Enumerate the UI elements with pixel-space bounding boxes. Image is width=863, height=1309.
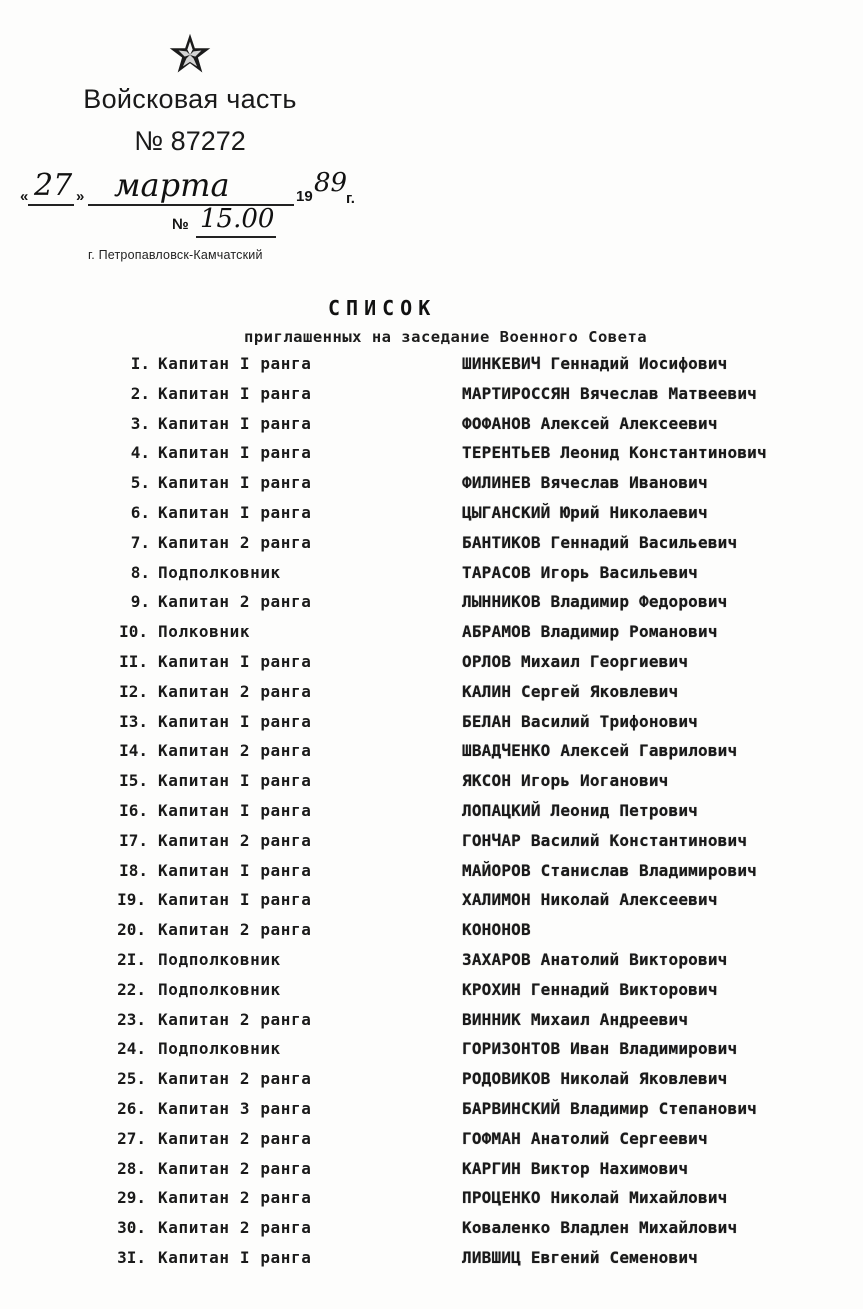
list-item [0,1039,863,1069]
list-item-rank: Капитан I ранга [158,473,312,493]
list-item [0,503,863,533]
list-item-name: Коваленко Владлен Михайлович [462,1218,738,1238]
list-item-number: 2I. [117,950,146,969]
list-item-name: ФИЛИНЕВ Вячеслав Иванович [462,473,708,493]
list-item-rank: Капитан 2 ранга [158,920,312,940]
doc-number: 15.00 [200,204,275,234]
list-item-name: КРОХИН Геннадий Викторович [462,979,718,999]
list-item-rank: Капитан I ранга [158,860,312,880]
star-icon [168,32,212,76]
list-item [0,1188,863,1218]
list-item [0,980,863,1010]
list-item [0,920,863,950]
list-item [0,592,863,622]
list-item-name: ЦЫГАНСКИЙ Юрий Николаевич [462,503,708,522]
doc-number-label: № [172,216,189,233]
date-month: марта [114,166,230,204]
list-item [0,1129,863,1159]
list-item-name: БАНТИКОВ Геннадий Васильевич [462,532,738,552]
list-item [0,354,863,384]
list-item-rank: Капитан 2 ранга [158,830,312,850]
list-item-name: ЛЫННИКОВ Владимир Федорович [462,592,728,612]
list-item-rank: Капитан 2 ранга [158,741,312,761]
list-item [0,831,863,861]
list-item-number: 28. [117,1158,146,1178]
list-item-number: 22. [117,979,146,999]
list-item-rank: Капитан 2 ранга [158,532,312,552]
list-item-rank: Подполковник [158,562,281,582]
list-item-rank: Капитан I ранга [158,1248,312,1267]
list-item [0,1069,863,1099]
list-item-rank: Капитан I ранга [158,890,312,910]
list-item [0,622,863,652]
list-item-rank: Подполковник [158,979,281,999]
list-item-rank: Капитан 2 ранга [158,1128,312,1148]
list-item-name: БЕЛАН Василий Трифонович [462,711,698,731]
list-item-number: 30. [117,1218,146,1238]
list-item-name: МАРТИРОССЯН Вячеслав Матвеевич [462,383,757,403]
list-item-rank: Капитан 2 ранга [158,681,312,701]
list-item-rank: Капитан I ранга [158,771,312,791]
list-item [0,1248,863,1278]
list-item-name: ВИННИК Михаил Андреевич [462,1009,689,1029]
list-item-name: БАРВИНСКИЙ Владимир Степанович [462,1099,757,1118]
list-item-number: 7. [130,532,150,552]
list-item-rank: Полковник [158,622,251,642]
list-item [0,473,863,503]
list-item [0,861,863,891]
list-item-name: МАЙОРОВ Станислав Владимирович [462,860,757,880]
list-item-number: 9. [130,592,150,612]
list-item-number: 3. [130,413,150,433]
list-item [0,414,863,444]
document-title: СПИСОК [328,296,437,320]
list-item-number: I6. [119,801,148,820]
city-label: г. Петропавловск-Камчатский [88,248,263,262]
list-item-name: ЯКСОН Игорь Иоганович [462,771,669,791]
list-item [0,682,863,712]
list-item-rank: Капитан 2 ранга [158,1188,312,1208]
list-item-number: 25. [117,1069,146,1089]
list-item-rank: Подполковник [158,950,281,969]
list-item-number: I2. [119,681,148,701]
list-item [0,443,863,473]
list-item-number: 8. [130,562,150,582]
list-item-rank: Капитан I ранга [158,413,312,433]
list-item-rank: Капитан 2 ранга [158,1158,312,1178]
list-item [0,384,863,414]
list-item [0,1159,863,1189]
list-item-number: I9. [117,890,146,910]
unit-name: Войсковая часть [83,84,297,114]
list-item-rank: Капитан 2 ранга [158,1009,312,1029]
list-item-name: АБРАМОВ Владимир Романович [462,622,718,642]
list-item-number: I8. [119,860,148,880]
list-item-name: ПРОЦЕНКО Николай Михайлович [462,1188,728,1208]
list-item-rank: Капитан 2 ранга [158,592,312,612]
list-item [0,950,863,980]
list-item-name: КАЛИН Сергей Яковлевич [462,681,679,701]
list-item-number: 5. [130,473,150,493]
list-item-name: ГОРИЗОНТОВ Иван Владимирович [462,1039,738,1059]
list-item-name: КОНОНОВ [462,920,531,940]
document-subtitle: приглашенных на заседание Военного Совета [244,328,648,346]
list-item-rank: Капитан 2 ранга [158,1218,312,1238]
list-item-name: ТЕРЕНТЬЕВ Леонид Константинович [462,443,767,463]
list-item-rank: Капитан I ранга [158,503,312,522]
list-item [0,1010,863,1040]
list-item-number: 3I. [117,1248,146,1267]
list-item-rank: Капитан I ранга [158,801,312,820]
list-item-rank: Капитан I ранга [158,383,312,403]
list-item-name: ГОФМАН Анатолий Сергеевич [462,1128,708,1148]
list-item [0,563,863,593]
date-year-prefix: 19 [296,188,313,205]
list-item-name: ШВАДЧЕНКО Алексей Гаврилович [462,741,738,761]
list-item-number: 29. [117,1188,146,1208]
list-item-number: 4. [130,443,150,463]
list-item [0,890,863,920]
list-item-name: ЗАХАРОВ Анатолий Викторович [462,950,728,969]
list-item-rank: Капитан 2 ранга [158,1069,312,1089]
list-item-number: I0. [119,622,148,642]
list-item-rank: Капитан I ранга [158,443,312,463]
document-page: Войсковая часть № 87272 « 27 » марта 19 89 г. № 15.00 г. Петропавловск-Камчатский СПИСОК приглашенных на заседание Военного Совета I. Капитан I ранга ШИНКЕВИЧ Геннадий Иосифович 2. Капитан I ранга МАРТИРОССЯН Вячеслав Матвеевич 3. Капитан I ранга ФОФАНОВ Алексей Алексеевич 4. Капитан I ранга ТЕРЕНТЬЕВ Леонид Константинович 5. Капитан I ранга ФИЛИНЕВ Вячеслав Иванович 6. Капитан I ранга ЦЫГАНСКИЙ Юрий Николаевич 7. Капитан 2 ранга БАНТИКОВ Геннадий Васильевич 8. Подполковник ТАРАСОВ Игорь Васильевич 9. Капитан 2 ранга ЛЫННИКОВ Владимир Федорович I0. Полковник АБРАМОВ Владимир Романович II. Капитан I ранга ОРЛОВ Михаил Георгиевич I2. Капитан 2 ранга КАЛИН Сергей Яковлевич I3. Капитан I ранга БЕЛАН Василий Трифонович I4. Капитан 2 ранга ШВАДЧЕНКО Алексей Гаврилович I5. Капитан I ранга ЯКСОН Игорь Иоганович I6. Капитан I ранга ЛОПАЦКИЙ Леонид Петрович I7. Капитан 2 ранга ГОНЧАР Василий Константинович I8. Капитан I ранга МАЙОРОВ Станислав Владимирович I9. Капитан I ранга ХАЛИМОН Николай Алексеевич 20. Капитан 2 ранга КОНОНОВ 2I. Подполковник ЗАХАРОВ Анатолий Викторович 22. Подполковник КРОХИН Геннадий Викторович 23. Капитан 2 ранга ВИННИК Михаил Андреевич 24. Подполковник ГОРИЗОНТОВ Иван Владимирович 25. Капитан 2 ранга РОДОВИКОВ Николай Яковлевич 26. Капитан 3 ранга БАРВИНСКИЙ Владимир Степанович 27. Капитан 2 ранга ГОФМАН Анатолий Сергеевич 28. Капитан 2 ранга КАРГИН Виктор Нахимович 29. Капитан 2 ранга ПРОЦЕНКО Николай Михайлович 30. Капитан 2 ранга Коваленко Владлен Михайлович 3I. Капитан I ранга ЛИВШИЦ Евгений Семенович [0,0,863,1309]
list-item [0,1218,863,1248]
list-item-number: 23. [117,1009,146,1029]
list-item-number: 20. [117,920,146,940]
list-item-name: КАРГИН Виктор Нахимович [462,1158,689,1178]
list-item [0,741,863,771]
list-item-number: 27. [117,1128,146,1148]
list-item [0,652,863,682]
list-item-number: I4. [119,741,148,761]
list-item-number: 6. [130,503,150,522]
list-item-number: 24. [117,1039,146,1059]
list-item-number: 2. [130,383,150,403]
list-item [0,1099,863,1129]
list-item-name: ФОФАНОВ Алексей Алексеевич [462,413,718,433]
list-item-name: ГОНЧАР Василий Константинович [462,830,748,850]
list-item [0,533,863,563]
date-day: 27 [34,168,73,203]
list-item-number: I5. [119,771,148,791]
list-item [0,712,863,742]
list-item-rank: Капитан I ранга [158,652,312,671]
date-year-unit: г. [346,190,355,207]
list-item-number: I7. [119,830,148,850]
list-item-name: ОРЛОВ Михаил Георгиевич [462,652,689,671]
date-year-suffix: 89 [314,168,348,198]
unit-number: № 87272 [134,126,246,156]
list-item-rank: Подполковник [158,1039,281,1059]
list-item-name: ШИНКЕВИЧ Геннадий Иосифович [462,354,728,373]
list-item-number: I. [130,354,150,373]
list-item-name: ЛИВШИЦ Евгений Семенович [462,1248,698,1267]
list-item-rank: Капитан 3 ранга [158,1099,312,1118]
list-item-name: ЛОПАЦКИЙ Леонид Петрович [462,801,698,820]
list-item-number: II. [119,652,148,671]
list-item-rank: Капитан I ранга [158,711,312,731]
list-item-name: РОДОВИКОВ Николай Яковлевич [462,1069,728,1089]
list-item-name: ТАРАСОВ Игорь Васильевич [462,562,698,582]
list-item-rank: Капитан I ранга [158,354,312,373]
list-item-number: 26. [117,1099,146,1118]
list-item [0,801,863,831]
list-item-name: ХАЛИМОН Николай Алексеевич [462,890,718,910]
list-item-number: I3. [119,711,148,731]
list-item [0,771,863,801]
